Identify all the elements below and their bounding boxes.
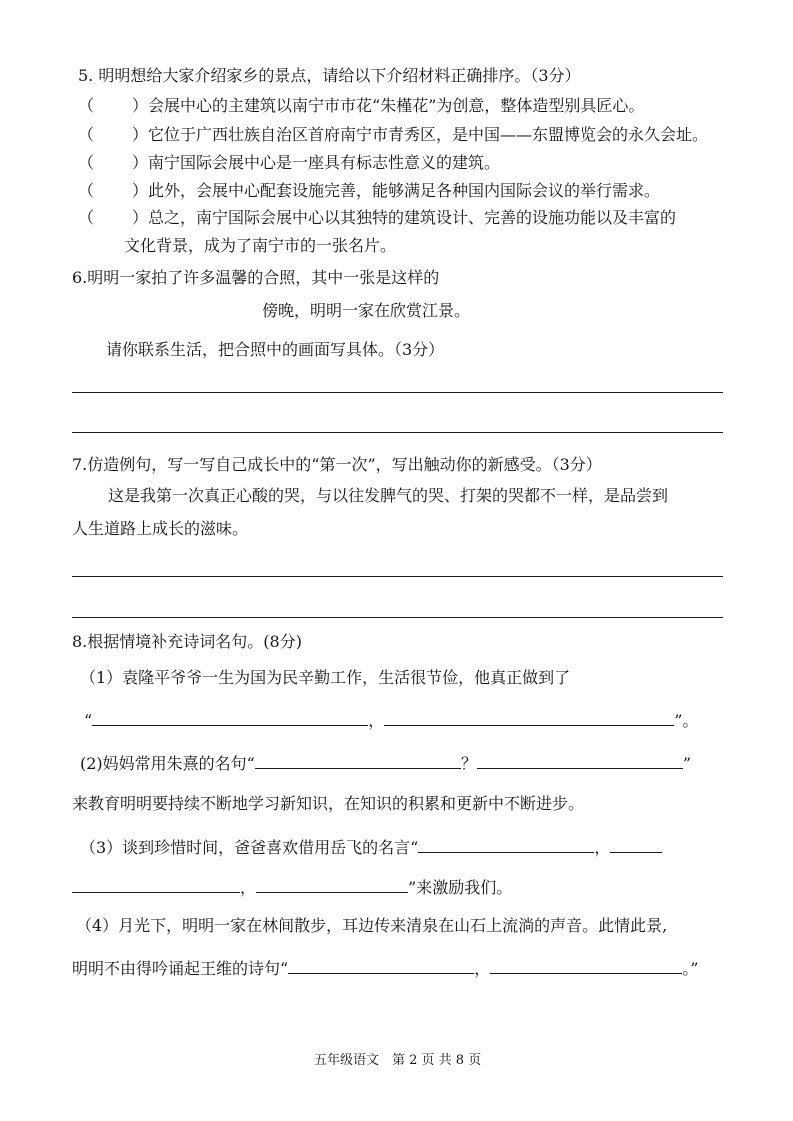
q5-item <box>78 208 676 228</box>
q5-item <box>78 125 708 145</box>
q5-stem: 5. 明明想给大家介绍家乡的景点，请给以下介绍材料正确排序。（3分） <box>78 66 581 85</box>
q6-instruction: 请你联系生活，把合照中的画面写具体。（3分） <box>106 340 445 359</box>
q5-item-text: 此外，会展中心配套设施完善，能够满足各种国内国际会议的举行需求。 <box>148 181 661 200</box>
fill-blank[interactable] <box>418 836 594 853</box>
q5-item <box>78 181 660 201</box>
answer-paren-open: （ <box>78 125 95 144</box>
fill-blank[interactable] <box>477 752 683 769</box>
q8-part4-prefix: 明明不由得吟诵起王维的诗句“ <box>72 959 289 978</box>
close-quote: 。” <box>682 959 699 978</box>
answer-paren-close: ） <box>132 96 149 115</box>
answer-paren-open: （ <box>78 153 95 172</box>
q8-part1-blanks <box>84 709 698 731</box>
fill-blank[interactable] <box>288 957 474 974</box>
open-quote: “ <box>84 711 93 730</box>
q7-example-continuation: 人生道路上成长的滋味。 <box>72 519 249 538</box>
answer-paren-open: （ <box>78 96 95 115</box>
q6-scene: 傍晚，明明一家在欣赏江景。 <box>262 301 471 320</box>
q5-item-text: 会展中心的主建筑以南宁市市花“朱槿花”为创意，整体造型别具匠心。 <box>148 96 645 115</box>
q8-part4-text: （4）月光下，明明一家在林间散步，耳边传来清泉在山石上流淌的声音。此情此景, <box>76 916 668 935</box>
answer-line[interactable] <box>72 432 723 433</box>
answer-paren-close: ） <box>132 153 149 172</box>
fill-blank[interactable] <box>490 957 682 974</box>
fill-blank[interactable] <box>384 709 674 726</box>
answer-line[interactable] <box>72 392 723 393</box>
page-footer: 五年级语文 第 2 页 共 8 页 <box>314 1053 482 1068</box>
q8-stem: 8.根据情境补充诗词名句。(8分) <box>72 632 302 651</box>
question-mark: ？ <box>460 754 477 773</box>
q7-example: 这是我第一次真正心酸的哭，与以往发脾气的哭、打架的哭都不一样，是品尝到 <box>108 486 669 505</box>
q6-stem: 6.明明一家拍了许多温馨的合照，其中一张是这样的 <box>72 268 440 287</box>
q8-part2-prefix: (2)妈妈常用朱熹的名句“ <box>80 754 255 773</box>
q8-part3-prefix: （3）谈到珍惜时间，爸爸喜欢借用岳飞的名言“ <box>80 838 419 857</box>
fill-blank[interactable] <box>255 752 461 769</box>
comma: ， <box>240 878 257 897</box>
comma: ， <box>368 711 385 730</box>
answer-paren-close: ） <box>132 181 149 200</box>
close-quote: ” <box>682 754 692 773</box>
q8-part2-blanks <box>80 752 691 774</box>
q7-stem: 7.仿造例句，写一写自己成长中的“第一次”，写出触动你的新感受。（3分） <box>72 455 602 474</box>
fill-blank[interactable] <box>92 709 368 726</box>
q5-item <box>78 96 644 116</box>
q8-part3-suffix: ”来激励我们。 <box>408 878 513 897</box>
q5-item-continuation: 文化背景，成为了南宁市的一张名片。 <box>124 236 397 255</box>
close-quote: ”。 <box>674 711 699 730</box>
fill-blank[interactable] <box>256 876 408 893</box>
answer-paren-open: （ <box>78 181 95 200</box>
fill-blank[interactable] <box>610 836 662 853</box>
q5-item-text: 南宁国际会展中心是一座具有标志性意义的建筑。 <box>148 153 501 172</box>
q8-part4-blanks <box>72 957 698 979</box>
answer-line[interactable] <box>72 617 723 618</box>
q8-part2-text: 来教育明明要持续不断地学习新知识，在知识的积累和更新中不断进步。 <box>72 794 585 813</box>
answer-paren-close: ） <box>132 208 149 227</box>
q5-item-text: 总之，南宁国际会展中心以其独特的建筑设计、完善的设施功能以及丰富的 <box>148 208 677 227</box>
fill-blank[interactable] <box>72 876 240 893</box>
q5-item <box>78 153 500 173</box>
answer-line[interactable] <box>72 576 723 577</box>
answer-paren-close: ） <box>132 125 149 144</box>
q8-part3-line1 <box>80 836 662 858</box>
q8-part1-text: （1）袁隆平爷爷一生为国为民辛勤工作，生活很节俭，他真正做到了 <box>80 668 571 687</box>
q5-item-text: 它位于广西壮族自治区首府南宁市青秀区，是中国——东盟博览会的永久会址。 <box>148 125 709 144</box>
q8-part3-line2 <box>72 876 512 898</box>
comma: ， <box>474 959 491 978</box>
answer-paren-open: （ <box>78 208 95 227</box>
comma: ， <box>594 838 611 857</box>
